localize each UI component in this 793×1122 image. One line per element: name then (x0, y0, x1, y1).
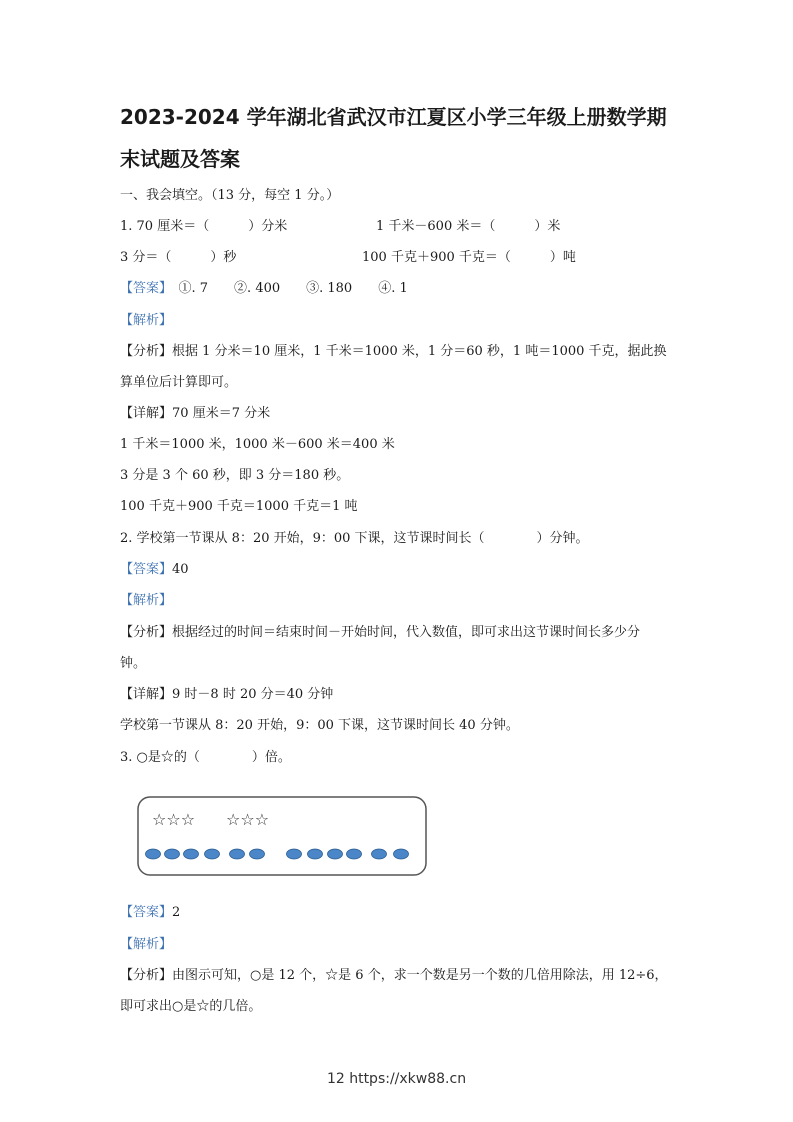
oval (394, 849, 409, 859)
star-group-left: ☆☆☆ (152, 810, 196, 829)
q1-detail-line2: 1 千米＝1000 米，1000 米－600 米＝400 米 (120, 437, 395, 452)
oval (184, 849, 199, 859)
q1-fenxi-line1 (120, 344, 667, 360)
q1-detail-line1 (120, 406, 270, 422)
answer-tag: 【答案】 (120, 905, 173, 920)
answer-tag: 【答案】 (120, 281, 166, 296)
oval (205, 849, 220, 859)
oval-group-left (146, 849, 265, 859)
q1-part-d: 100 千克＋900 千克＝（ ）吨 (362, 250, 576, 265)
q3-analysis-tag: 【解析】 (120, 937, 173, 952)
q2-fenxi-line1 (120, 625, 640, 641)
answer-text: 40 (172, 562, 189, 577)
q3-fenxi-line2: 即可求出○是☆的几倍。 (120, 999, 262, 1014)
oval (165, 849, 180, 859)
q2-fenxi-line2: 钟。 (120, 656, 147, 671)
q1-detail-line4: 100 千克＋900 千克＝1000 千克＝1 吨 (120, 499, 358, 514)
detail-text: 9 时－8 时 20 分＝40 分钟 (172, 687, 334, 702)
oval-group-right (287, 849, 409, 859)
oval (308, 849, 323, 859)
answer-text: 2 (172, 905, 181, 920)
answer-tag: 【答案】 (120, 562, 173, 577)
q2-detail-line2: 学校第一节课从 8：20 开始，9：00 下课，这节课时间长 40 分钟。 (120, 718, 519, 733)
q1-part-a: 1. 70 厘米＝（ ）分米 (120, 219, 288, 234)
page-footer: 12 https://xkw88.cn (326, 1071, 467, 1087)
stars-circles-figure (136, 795, 428, 877)
section-heading: 一、我会填空。（13 分，每空 1 分。） (120, 188, 340, 203)
q3-answer (120, 905, 180, 921)
oval (250, 849, 265, 859)
doc-title-line1: 2023-2024 学年湖北省武汉市江夏区小学三年级上册数学期 (120, 105, 667, 129)
q3-fenxi-line1 (120, 968, 668, 984)
oval (230, 849, 245, 859)
q1-answer (120, 281, 408, 297)
detail-text: 70 厘米＝7 分米 (172, 406, 271, 421)
figure-frame (138, 797, 426, 875)
q3-question: 3. ○是☆的（ ）倍。 (120, 750, 291, 765)
detail-tag: 【详解】 (120, 687, 173, 702)
q2-answer (120, 562, 189, 578)
q2-question: 2. 学校第一节课从 8：20 开始，9：00 下课，这节课时间长（ ）分钟。 (120, 531, 589, 546)
fenxi-tag: 【分析】 (120, 344, 173, 359)
detail-tag: 【详解】 (120, 406, 173, 421)
q1-analysis-tag: 【解析】 (120, 313, 173, 328)
doc-title-line2: 末试题及答案 (120, 147, 240, 171)
fenxi-tag: 【分析】 (120, 968, 173, 983)
oval (347, 849, 362, 859)
fenxi-text: 根据经过的时间＝结束时间－开始时间，代入数值，即可求出这节课时间长多少分 (172, 625, 641, 640)
oval (372, 849, 387, 859)
fenxi-tag: 【分析】 (120, 625, 173, 640)
q1-part-b: 1 千米－600 米＝（ ）米 (376, 219, 561, 234)
q2-detail-line1 (120, 687, 333, 703)
fenxi-text: 由图示可知，○是 12 个，☆是 6 个，求一个数是另一个数的几倍用除法，用 12÷6， (172, 968, 668, 983)
answer-text: ①. 7 ②. 400 ③. 180 ④. 1 (165, 281, 408, 296)
oval (146, 849, 161, 859)
oval (287, 849, 302, 859)
star-group-right: ☆☆☆ (226, 810, 270, 829)
q2-analysis-tag: 【解析】 (120, 593, 173, 608)
q1-part-c: 3 分＝（ ）秒 (120, 250, 237, 265)
q1-detail-line3: 3 分是 3 个 60 秒，即 3 分＝180 秒。 (120, 468, 350, 483)
fenxi-text: 根据 1 分米＝10 厘米，1 千米＝1000 米，1 分＝60 秒，1 吨＝1000 千克，据此换 (172, 344, 667, 359)
oval (328, 849, 343, 859)
q1-fenxi-line2: 算单位后计算即可。 (120, 375, 238, 390)
